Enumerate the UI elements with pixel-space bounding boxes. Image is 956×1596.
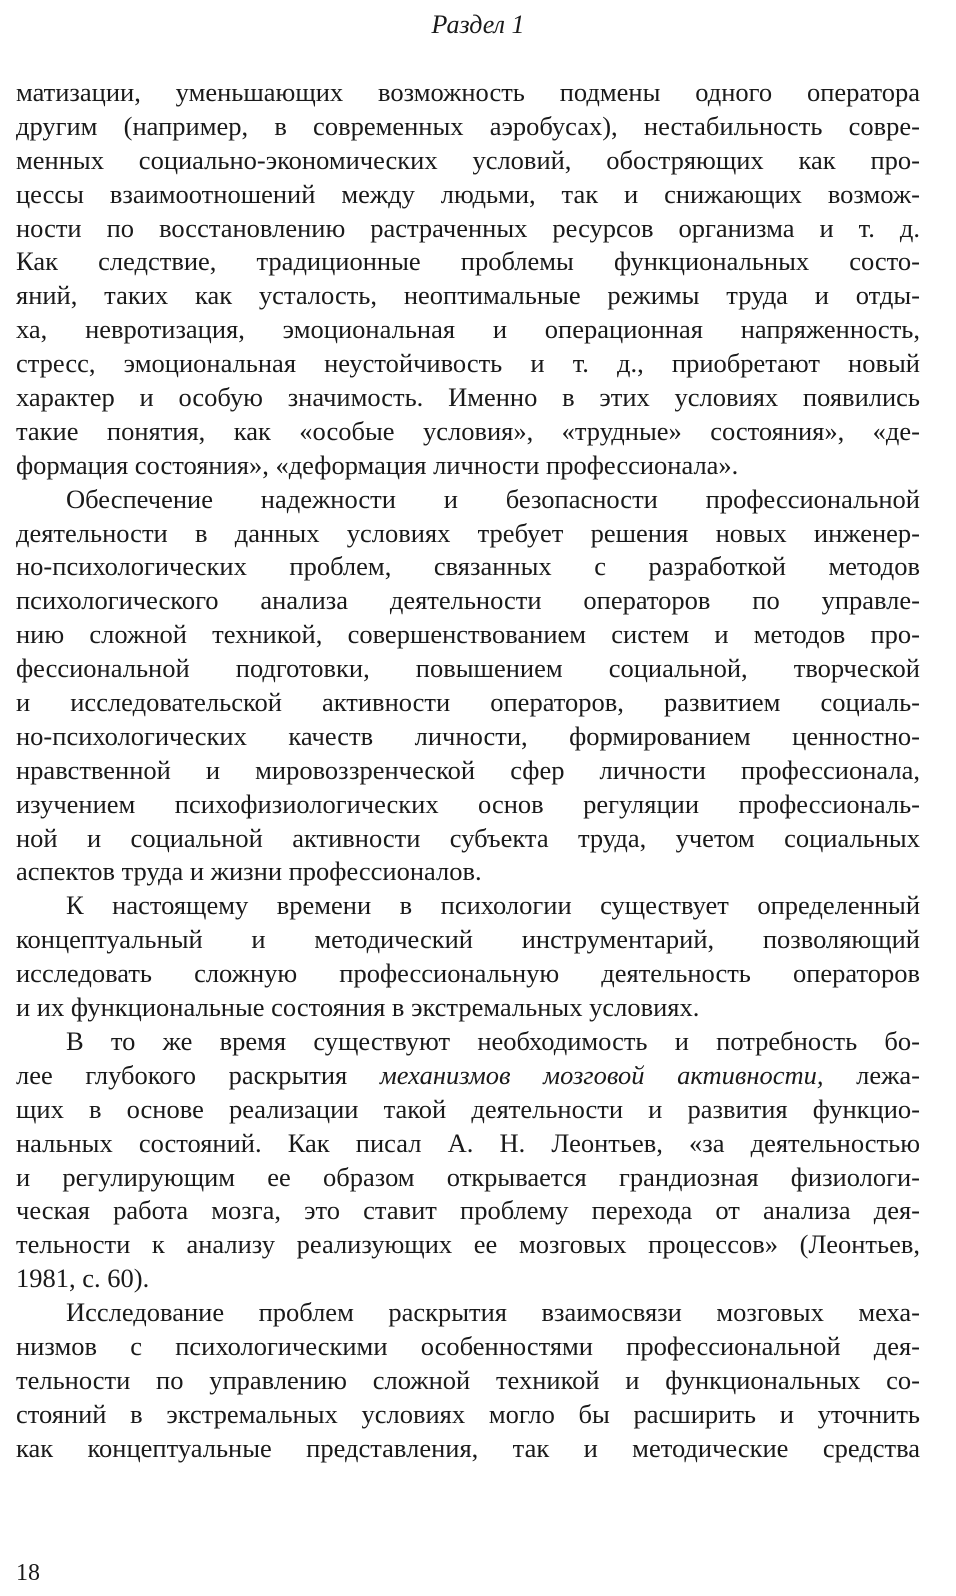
text-line-with-emphasis	[16, 1059, 920, 1093]
text-line: исследовать сложную профессиональную деятельность операторов	[16, 958, 920, 989]
text-line: Исследование проблем раскрытия взаимосвязи мозговых меха-	[66, 1297, 920, 1328]
paragraph-5	[16, 1296, 920, 1465]
text-line: другим (например, в современных аэробусах), нестабильность совре-	[16, 110, 920, 141]
body-text	[16, 76, 920, 1466]
emphasis-text: механизмов мозговой активности,	[379, 1059, 824, 1090]
text-line: но-психологических проблем, связанных с разработкой методов	[16, 551, 920, 582]
text-line: нию сложной техникой, совершенствованием систем и методов про-	[16, 619, 920, 650]
running-head: Раздел 1	[431, 10, 525, 39]
text-line: тельности по управлению сложной техникой и функциональных со-	[16, 1364, 920, 1395]
text-line: и регулирующим ее образом открывается грандиозная физиологи-	[16, 1161, 920, 1192]
text-line: ности по восстановлению растраченных ресурсов организма и т. д.	[16, 212, 920, 243]
text-line: психологического анализа деятельности операторов по управле-	[16, 585, 920, 616]
text-line: ческая работа мозга, это ставит проблему перехода от анализа дея-	[16, 1195, 920, 1226]
text-line: 1981, с. 60).	[16, 1263, 150, 1294]
text-line: В то же время существуют необходимость и потребность бо-	[66, 1025, 920, 1056]
text-line: такие понятия, как «особые условия», «трудные» состояния», «де-	[16, 415, 920, 446]
text-line: формация состояния», «деформация личности профессионала».	[16, 449, 739, 480]
text-line: менных социально-экономических условий, обостряющих как про-	[16, 144, 920, 175]
text-line: цессы взаимоотношений между людьми, так и снижающих возмож-	[16, 178, 920, 209]
text-line: тельности к анализу реализующих ее мозговых процессов» (Леонтьев,	[16, 1229, 920, 1260]
text-line: и исследовательской активности операторов, развитием социаль-	[16, 687, 920, 718]
text-line: нальных состояний. Как писал А. Н. Леонтьев, «за деятельностью	[16, 1127, 920, 1158]
text-line: деятельности в данных условиях требует решения новых инженер-	[16, 517, 920, 548]
text-line: изучением психофизиологических основ регуляции профессиональ-	[16, 788, 920, 819]
text-line: ха, невротизация, эмоциональная и операционная напряженность,	[16, 314, 920, 345]
text-line: нравственной и мировоззренческой сфер личности профессионала,	[16, 754, 920, 785]
text-line: ной и социальной активности субъекта труда, учетом социальных	[16, 822, 920, 853]
text-line: и их функциональные состояния в экстремальных условиях.	[16, 992, 700, 1023]
paragraph-4	[16, 1025, 920, 1296]
text-line: концептуальный и методический инструментарий, позволяющий	[16, 924, 920, 955]
text-line: Как следствие, традиционные проблемы функциональных состо-	[16, 246, 920, 277]
text-line: стресс, эмоциональная неустойчивость и т. д., приобретают новый	[16, 348, 920, 379]
text-line: щих в основе реализации такой деятельности и развития функцио-	[16, 1093, 920, 1124]
text-line: характер и особую значимость. Именно в этих условиях появились	[16, 382, 920, 413]
text-line: яний, таких как усталость, неоптимальные режимы труда и отды-	[16, 280, 920, 311]
text-line: низмов с психологическими особенностями профессиональной дея-	[16, 1330, 920, 1361]
paragraph-1	[16, 76, 920, 483]
text-line: Обеспечение надежности и безопасности профессиональной	[66, 483, 920, 514]
text-line: фессиональной подготовки, повышением социальной, творческой	[16, 653, 920, 684]
text-segment: лее глубокого раскрытия	[16, 1059, 380, 1090]
page-number: 18	[16, 1560, 40, 1586]
paragraph-2	[16, 483, 920, 890]
text-line: но-психологических качеств личности, формированием ценностно-	[16, 720, 920, 751]
text-line: матизации, уменьшающих возможность подмены одного оператора	[16, 77, 920, 107]
text-line: аспектов труда и жизни профессионалов.	[16, 856, 482, 887]
text-line: К настоящему времени в психологии существует определенный	[66, 890, 920, 921]
text-segment: лежа-	[823, 1059, 920, 1090]
paragraph-3	[16, 889, 920, 1025]
text-line: как концептуальные представления, так и методические средства	[16, 1432, 920, 1463]
text-line: стояний в экстремальных условиях могло бы расширить и уточнить	[16, 1398, 920, 1429]
